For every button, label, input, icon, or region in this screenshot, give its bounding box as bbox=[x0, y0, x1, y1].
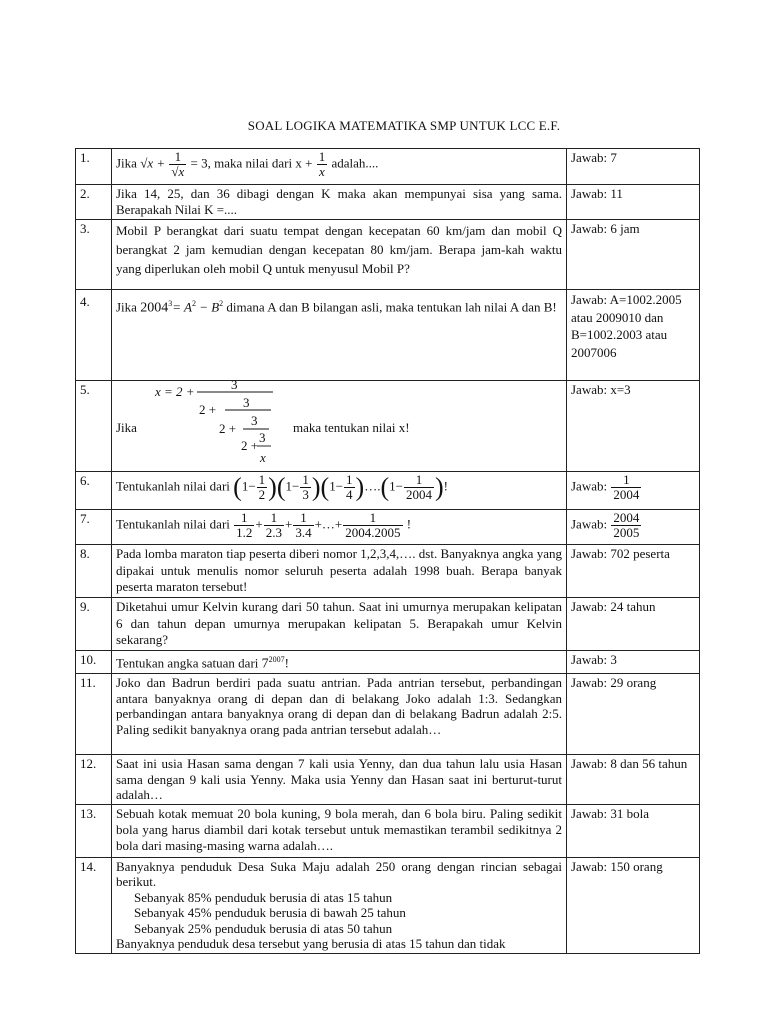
table-row bbox=[76, 674, 700, 755]
question-text: Mobil P berangkat dari suatu tempat dengan kecepatan 60 km/jam dan mobil Q berangkat 2 jam kemudian dengan kecepatan 80 km/jam. Berapa jam-kah waktu yang diperlukan oleh mobil Q untuk menyusul Mobil P? bbox=[112, 220, 567, 290]
svg-text:2 +: 2 + bbox=[218, 421, 237, 436]
question-number: 9. bbox=[76, 598, 112, 651]
answer-cell: Jawab: 7 bbox=[567, 149, 700, 185]
list-item: Sebanyak 25% penduduk berusia di atas 50 tahun bbox=[134, 920, 393, 936]
table-row bbox=[76, 149, 700, 185]
question-text: Tentukan angka satuan dari $7^{2007}$! bbox=[112, 651, 567, 674]
question-text: Tentukanlah nilai dari $\frac{1}{1.2}$ + $\frac{1}{2.3}$ + $\frac{1}{3.4}$ +…+ $\frac{1}{2004.2005}$ ! bbox=[112, 510, 567, 545]
fraction: $\frac{1}{x}$ bbox=[318, 149, 326, 179]
question-number: 8. bbox=[76, 545, 112, 598]
svg-text:3: 3 bbox=[258, 430, 266, 445]
answer-cell: Jawab: 11 bbox=[567, 185, 700, 220]
continued-fraction bbox=[145, 380, 285, 466]
question-number: 1. bbox=[76, 149, 112, 185]
question-text: Jika 14, 25, dan 36 dibagi dengan K maka akan mempunyai sisa yang sama. Berapakah Nilai K =.... bbox=[112, 185, 567, 220]
answer-cell: Jawab: x=3 bbox=[567, 381, 700, 472]
page-title: SOAL LOGIKA MATEMATIKA SMP UNTUK LCC E.F. bbox=[247, 118, 561, 133]
question-text: Tentukanlah nilai dari (1− $\frac{1}{2}$ )(1− $\frac{1}{3}$ )(1− $\frac{1}{4}$ )….(1− $\frac{1}{2004}$ )! bbox=[112, 472, 567, 510]
answer-cell: Jawab: A=1002.2005 atau 2009010 dan B=1002.2003 atau 2007006 bbox=[567, 290, 700, 381]
svg-text:3: 3 bbox=[242, 395, 250, 410]
svg-text:3: 3 bbox=[250, 413, 258, 428]
list-item: Sebanyak 85% penduduk berusia di atas 15 tahun bbox=[134, 889, 393, 905]
question-text: Sebuah kotak memuat 20 bola kuning, 9 bola merah, dan 6 bola biru. Paling sedikit bola yang harus diambil dari kotak tersebut untuk memastikan terambil sedikitnya 2 bola dari masing-masing warna adalah…. bbox=[112, 804, 567, 857]
table-row bbox=[76, 220, 700, 290]
table-row bbox=[76, 472, 700, 510]
answer-cell: Jawab: 8 dan 56 tahun bbox=[567, 755, 700, 805]
question-number: 3. bbox=[76, 220, 112, 290]
question-text: Jika √x + $\frac{1}{√x}$ = 3, maka nilai dari x + $\frac{1}{x}$ adalah.... bbox=[112, 149, 567, 185]
answer-cell: Jawab: 3 bbox=[567, 651, 700, 674]
question-number: 7. bbox=[76, 510, 112, 545]
question-number: 14. bbox=[76, 857, 112, 953]
svg-text:2 +: 2 + bbox=[198, 402, 217, 417]
question-number: 11. bbox=[76, 674, 112, 755]
table-row bbox=[76, 545, 700, 598]
question-number: 4. bbox=[76, 290, 112, 381]
table-row bbox=[76, 381, 700, 472]
answer-cell: Jawab: 29 orang bbox=[567, 674, 700, 755]
question-number: 2. bbox=[76, 185, 112, 220]
question-number: 5. bbox=[76, 381, 112, 472]
table-row bbox=[76, 598, 700, 651]
table-row bbox=[76, 755, 700, 805]
question-text: Banyaknya penduduk Desa Suka Maju adalah 250 orang dengan rincian sebagai berikut. Sebanyak 85% penduduk berusia di atas 15 tahun Sebanyak 45% penduduk berusia di bawah 25 tahun Sebanyak 25% penduduk berusia di atas 50 tahun Banyaknya penduduk desa tersebut yang berusia di atas 15 tahun dan tidak bbox=[112, 857, 567, 953]
table-row bbox=[76, 185, 700, 220]
table-row bbox=[76, 804, 700, 857]
fraction: $\frac{1}{√x}$ bbox=[171, 149, 185, 179]
table-row bbox=[76, 857, 700, 953]
answer-cell: Jawab: 31 bola bbox=[567, 804, 700, 857]
svg-text:x = 2 +: x = 2 + bbox=[154, 384, 195, 399]
svg-text:2 +: 2 + bbox=[240, 438, 259, 453]
answer-cell: Jawab: $\frac{1}{2004}$ bbox=[567, 472, 700, 510]
svg-text:x: x bbox=[259, 450, 266, 465]
table-row bbox=[76, 290, 700, 381]
question-text: Jika $2004^3= A^2 - B^2$ dimana A dan B bilangan asli, maka tentukan lah nilai A dan B! bbox=[112, 290, 567, 381]
question-number: 6. bbox=[76, 472, 112, 510]
question-text: Diketahui umur Kelvin kurang dari 50 tahun. Saat ini umurnya merupakan kelipatan 6 dan tahun depan umurnya merupakan kelipatan 5. Berapakah umur Kelvin sekarang? bbox=[112, 598, 567, 651]
question-number: 12. bbox=[76, 755, 112, 805]
table-row bbox=[76, 510, 700, 545]
question-table bbox=[75, 148, 700, 954]
answer-cell: Jawab: 150 orang bbox=[567, 857, 700, 953]
answer-cell: Jawab: $\frac{2004}{2005}$ bbox=[567, 510, 700, 545]
question-text: Jika x = 2 + 3 2 + 3 2 + 3 2 + 3 x maka tentukan nilai x! bbox=[112, 381, 567, 472]
list-item: Sebanyak 45% penduduk berusia di bawah 25 tahun bbox=[134, 905, 406, 921]
answer-cell: Jawab: 702 peserta bbox=[567, 545, 700, 598]
question-text: Saat ini usia Hasan sama dengan 7 kali usia Yenny, dan dua tahun lalu usia Hasan sama dengan 9 kali usia Yenny. Maka usia Yenny dan Hasan saat ini berturut-turut adalah… bbox=[112, 755, 567, 805]
question-text: Pada lomba maraton tiap peserta diberi nomor 1,2,3,4,…. dst. Banyaknya angka yang dipakai untuk menulis nomor seluruh peserta adalah 1998 buah. Berapa banyak peserta maraton tersebut! bbox=[112, 545, 567, 598]
table-row bbox=[76, 651, 700, 674]
question-text: Joko dan Badrun berdiri pada suatu antrian. Pada antrian tersebut, perbandingan antara banyaknya orang di depan dan di belakang Joko adalah 1:3. Sedangkan perbandingan antara banyaknya orang di depan dan di belakang Badrun adalah 2:5. Paling sedikit banyaknya orang pada antrian tersebut adalah… bbox=[112, 674, 567, 755]
question-number: 10. bbox=[76, 651, 112, 674]
answer-cell: Jawab: 6 jam bbox=[567, 220, 700, 290]
question-number: 13. bbox=[76, 804, 112, 857]
answer-cell: Jawab: 24 tahun bbox=[567, 598, 700, 651]
svg-text:3: 3 bbox=[230, 380, 238, 392]
